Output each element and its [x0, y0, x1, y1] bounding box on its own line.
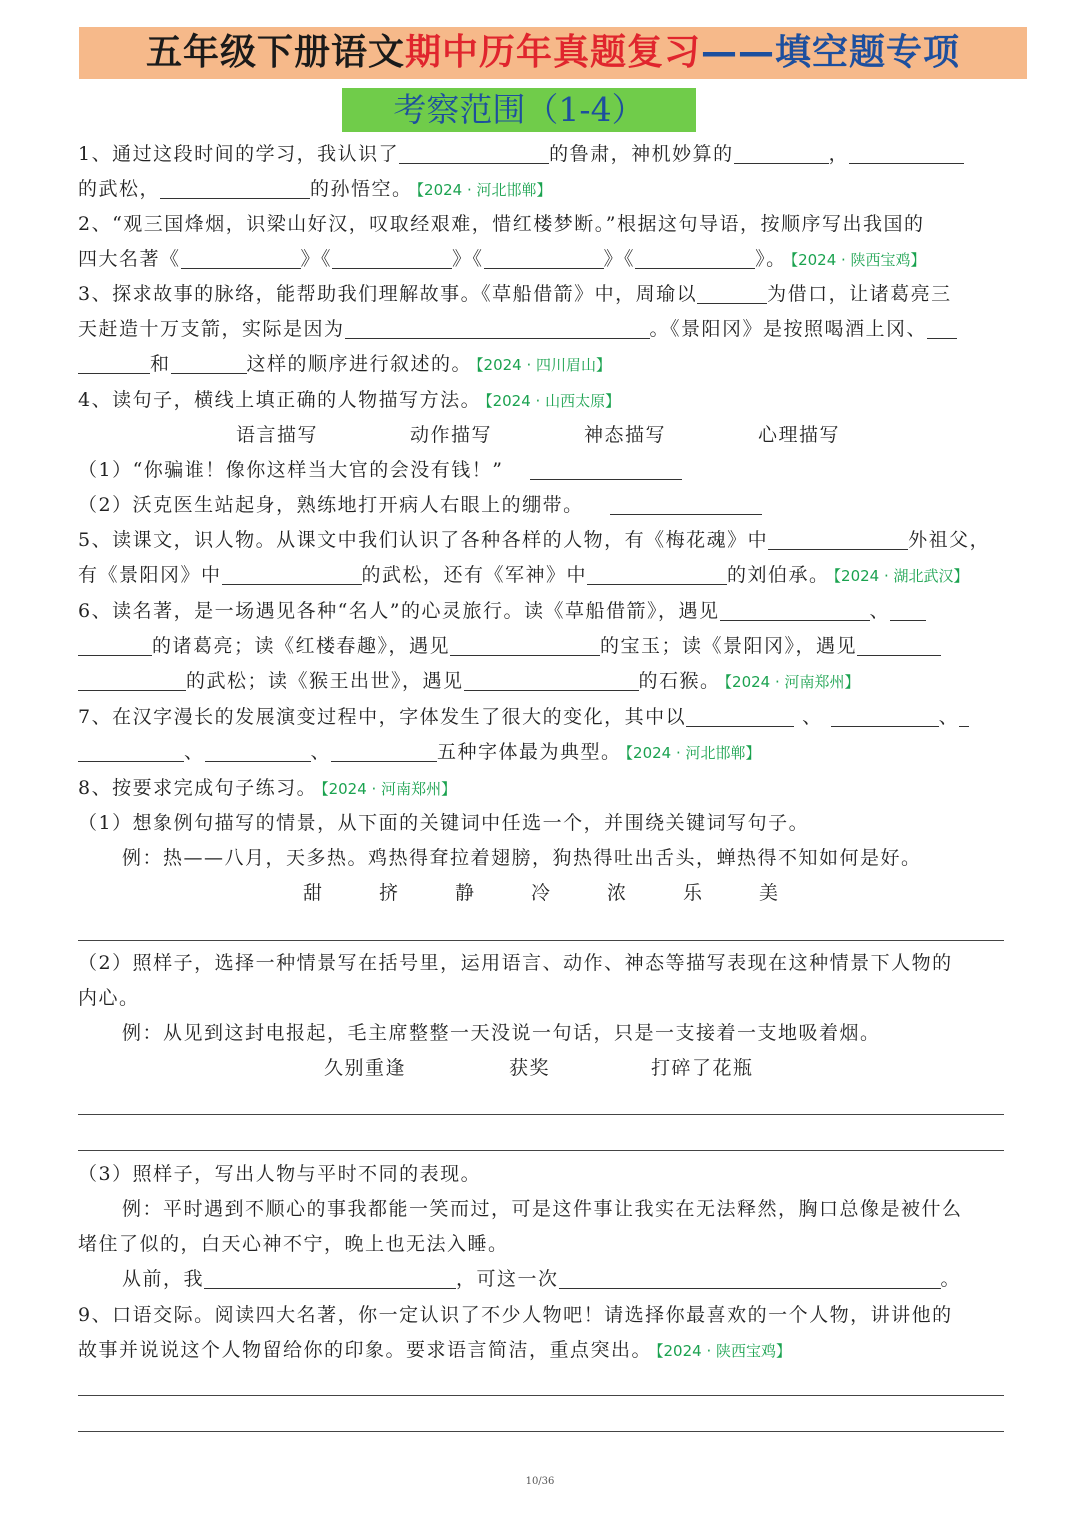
q5-text: 5、读课文，识人物。从课文中我们认识了各种各样的人物，有《梅花魂》中 [78, 529, 769, 551]
q8-part-3: （3）照样子，写出人物与平时不同的表现。 [78, 1163, 482, 1185]
answer-blank[interactable] [331, 739, 437, 762]
q7-line-1 [78, 702, 969, 732]
q8-fill-line [122, 1264, 961, 1294]
answer-blank[interactable] [78, 739, 184, 762]
q3-line-3 [78, 349, 611, 380]
answer-blank[interactable] [464, 668, 639, 691]
answer-blank[interactable] [332, 246, 452, 269]
q2-line-1: 2、“观三国烽烟，识梁山好汉，叹取经艰难，惜红楼梦断。”根据这句导语，按顺序写出我国的 [78, 213, 925, 235]
q3-line-1 [78, 279, 952, 309]
q8-text: ，可这一次 [456, 1268, 559, 1290]
q8-keyword: 冷 [531, 882, 552, 904]
writing-line[interactable] [78, 1114, 1004, 1115]
q6-text: 的宝玉；读《景阳冈》，遇见 [600, 635, 858, 657]
q3-text: 和 [150, 353, 171, 375]
source-tag: 【2024 · 湖北武汉】 [833, 567, 969, 585]
source-tag: 【2024 · 陕西宝鸡】 [790, 251, 926, 269]
q2-text: 》《 [452, 248, 484, 270]
q8-text: 。 [940, 1268, 962, 1290]
q3-text: 为借口，让诸葛亮三 [767, 283, 952, 305]
answer-blank[interactable] [587, 562, 727, 585]
q9-line-2 [78, 1335, 791, 1366]
answer-blank[interactable] [890, 598, 926, 621]
q3-text: 这样的顺序进行叙述的。 [246, 353, 473, 375]
q1-line-1 [78, 139, 964, 169]
q3-text: 天赶造十万支箭，实际是因为 [78, 318, 345, 340]
answer-blank[interactable] [686, 704, 794, 727]
answer-blank[interactable] [222, 562, 362, 585]
answer-blank[interactable] [559, 1266, 941, 1289]
answer-blank[interactable] [204, 1266, 456, 1289]
answer-blank[interactable] [160, 176, 310, 199]
answer-blank[interactable] [484, 246, 604, 269]
q4-option: 语言描写 [236, 424, 319, 446]
q1-text: 的鲁肃，神机妙算的 [549, 143, 734, 165]
q8-scene: 久别重逢 [324, 1057, 407, 1079]
answer-blank[interactable] [927, 316, 957, 339]
q4-text: 4、读句子，横线上填正确的人物描写方法。 [78, 389, 482, 411]
q6-text: 的石猴。 [638, 670, 721, 692]
q7-text: 7、在汉字漫长的发展演变过程中，字体发生了很大的变化，其中以 [78, 706, 687, 728]
title-part-black: 五年级下册语文 [145, 32, 405, 73]
q5-line-2 [78, 560, 969, 591]
q8-example-1: 例：热——八月，天多热。鸡热得耷拉着翅膀，狗热得吐出舌头，蝉热得不知如何是好。 [122, 847, 922, 869]
answer-blank[interactable] [78, 633, 152, 656]
q5-text: 的武松，还有《军神》中 [361, 564, 588, 586]
source-tag: 【2024 · 四川眉山】 [476, 356, 612, 374]
q4-option: 动作描写 [410, 424, 493, 446]
q3-text: 。《景阳冈》是按照喝酒上冈、 [649, 318, 928, 340]
q1-text: 的孙悟空。 [310, 178, 413, 200]
q6-text: 、 [869, 600, 891, 622]
q4-sentence-1 [78, 455, 682, 485]
answer-blank[interactable] [78, 668, 186, 691]
answer-blank[interactable] [450, 633, 600, 656]
q8-example-3: 例：平时遇到不顺心的事我都能一笑而过，可是这件事让我实在无法释然，胸口总像是被什么 [122, 1198, 963, 1220]
answer-blank[interactable] [610, 492, 762, 515]
source-tag: 【2024 · 河南郑州】 [724, 673, 860, 691]
source-tag: 【2024 · 河南郑州】 [321, 780, 457, 798]
answer-blank[interactable] [720, 598, 870, 621]
answer-blank[interactable] [78, 351, 150, 374]
answer-blank[interactable] [205, 739, 311, 762]
q6-line-1 [78, 596, 926, 626]
answer-blank[interactable] [959, 704, 969, 727]
answer-blank[interactable] [734, 141, 829, 164]
q6-text: 的武松；读《猴王出世》，遇见 [186, 670, 464, 692]
answer-blank[interactable] [345, 316, 650, 339]
source-tag: 【2024 · 山西太原】 [485, 392, 621, 410]
q6-text: 6、读名著，是一场遇见各种“名人”的心灵旅行。读《草船借箭》，遇见 [78, 600, 720, 622]
q4-line-1 [78, 385, 620, 416]
answer-blank[interactable] [849, 141, 964, 164]
q8-keyword: 甜 [303, 882, 324, 904]
q4-text: （1）“你骗谁！像你这样当大官的会没有钱！” [78, 459, 504, 481]
q1-text: ， [828, 143, 850, 165]
q6-line-3 [78, 666, 860, 697]
writing-line[interactable] [78, 940, 1004, 941]
answer-blank[interactable] [697, 281, 767, 304]
q8-text: 从前，我 [122, 1268, 205, 1290]
q2-text: 四大名著《 [78, 248, 181, 270]
source-tag: 【2024 · 河北邯郸】 [416, 181, 552, 199]
answer-blank[interactable] [635, 246, 755, 269]
q8-example-3-cont: 堵住了似的，白天心神不宁，晚上也无法入睡。 [78, 1233, 509, 1255]
q2-line-2 [78, 244, 926, 275]
q5-line-1 [78, 525, 990, 555]
writing-line[interactable] [78, 1150, 1004, 1151]
answer-blank[interactable] [171, 351, 247, 374]
q9-line-1: 9、口语交际。阅读四大名著，你一定认识了不少人物吧！请选择你最喜欢的一个人物，讲讲他的 [78, 1304, 953, 1326]
q1-text: 的武松， [78, 178, 161, 200]
q7-text: 五种字体最为典型。 [437, 741, 622, 763]
q8-part-2: （2）照样子，选择一种情景写在括号里，运用语言、动作、神态等描写表现在这种情景下人物的 [78, 952, 953, 974]
q8-keyword: 浓 [607, 882, 628, 904]
q2-text: 》《 [603, 248, 636, 270]
q3-line-2 [78, 314, 957, 344]
q8-example-2: 例：从见到这封电报起，毛主席整整一天没说一句话，只是一支接着一支地吸着烟。 [122, 1022, 881, 1044]
q7-text: 、 [802, 706, 823, 728]
answer-blank[interactable] [857, 633, 941, 656]
page-title [79, 27, 1027, 79]
q5-text: 的刘伯承。 [727, 564, 830, 586]
q2-text: 》。 [755, 248, 787, 270]
q8-keyword: 挤 [379, 882, 400, 904]
q6-text: 的诸葛亮；读《红楼春趣》，遇见 [152, 635, 451, 657]
writing-line[interactable] [78, 1431, 1004, 1432]
q8-keyword: 美 [759, 882, 780, 904]
title-part-blue: ——填空题专项 [701, 32, 961, 73]
source-tag: 【2024 · 陕西宝鸡】 [656, 1342, 791, 1360]
q4-option: 心理描写 [758, 424, 841, 446]
q4-text: （2）沃克医生站起身，熟练地打开病人右眼上的绷带。 [78, 494, 584, 516]
q4-option: 神态描写 [584, 424, 667, 446]
q7-line-2 [78, 737, 761, 768]
q4-sentence-2 [78, 490, 762, 520]
q2-text: 》《 [300, 248, 333, 270]
q8-keyword: 静 [455, 882, 476, 904]
q8-scene: 打碎了花瓶 [651, 1057, 754, 1079]
q8-keyword: 乐 [683, 882, 704, 904]
writing-line[interactable] [78, 1395, 1004, 1396]
title-part-red: 期中历年真题复习 [404, 32, 701, 73]
answer-blank[interactable] [530, 457, 682, 480]
q1-line-2 [78, 174, 552, 205]
q6-line-2 [78, 631, 941, 661]
q8-part-1: （1）想象例句描写的情景，从下面的关键词中任选一个，并围绕关键词写句子。 [78, 812, 810, 834]
scope-banner: 考察范围（1-4） [342, 88, 696, 132]
q8-text: 8、按要求完成句子练习。 [78, 777, 318, 799]
q7-text: 、 [938, 706, 960, 728]
q5-text: 有《景阳冈》中 [78, 564, 222, 586]
q8-part-2-cont: 内心。 [78, 987, 140, 1009]
q3-text: 3、探求故事的脉络，能帮助我们理解故事。《草船借箭》中，周瑜以 [78, 283, 698, 305]
page-number: 10/36 [525, 1476, 555, 1487]
q7-text: 、 [310, 741, 332, 763]
source-tag: 【2024 · 河北邯郸】 [625, 744, 761, 762]
q5-text: 外祖父， [908, 529, 991, 551]
q9-text: 故事并说说这个人物留给你的印象。要求语言简洁，重点突出。 [78, 1339, 653, 1361]
q7-text: 、 [184, 741, 205, 763]
q1-text: 1、通过这段时间的学习，我认识了 [78, 143, 400, 165]
answer-blank[interactable] [399, 141, 549, 164]
answer-blank[interactable] [831, 704, 939, 727]
q8-scene: 获奖 [509, 1057, 551, 1079]
answer-blank[interactable] [768, 527, 908, 550]
q8-line-1 [78, 773, 456, 804]
answer-blank[interactable] [181, 246, 301, 269]
